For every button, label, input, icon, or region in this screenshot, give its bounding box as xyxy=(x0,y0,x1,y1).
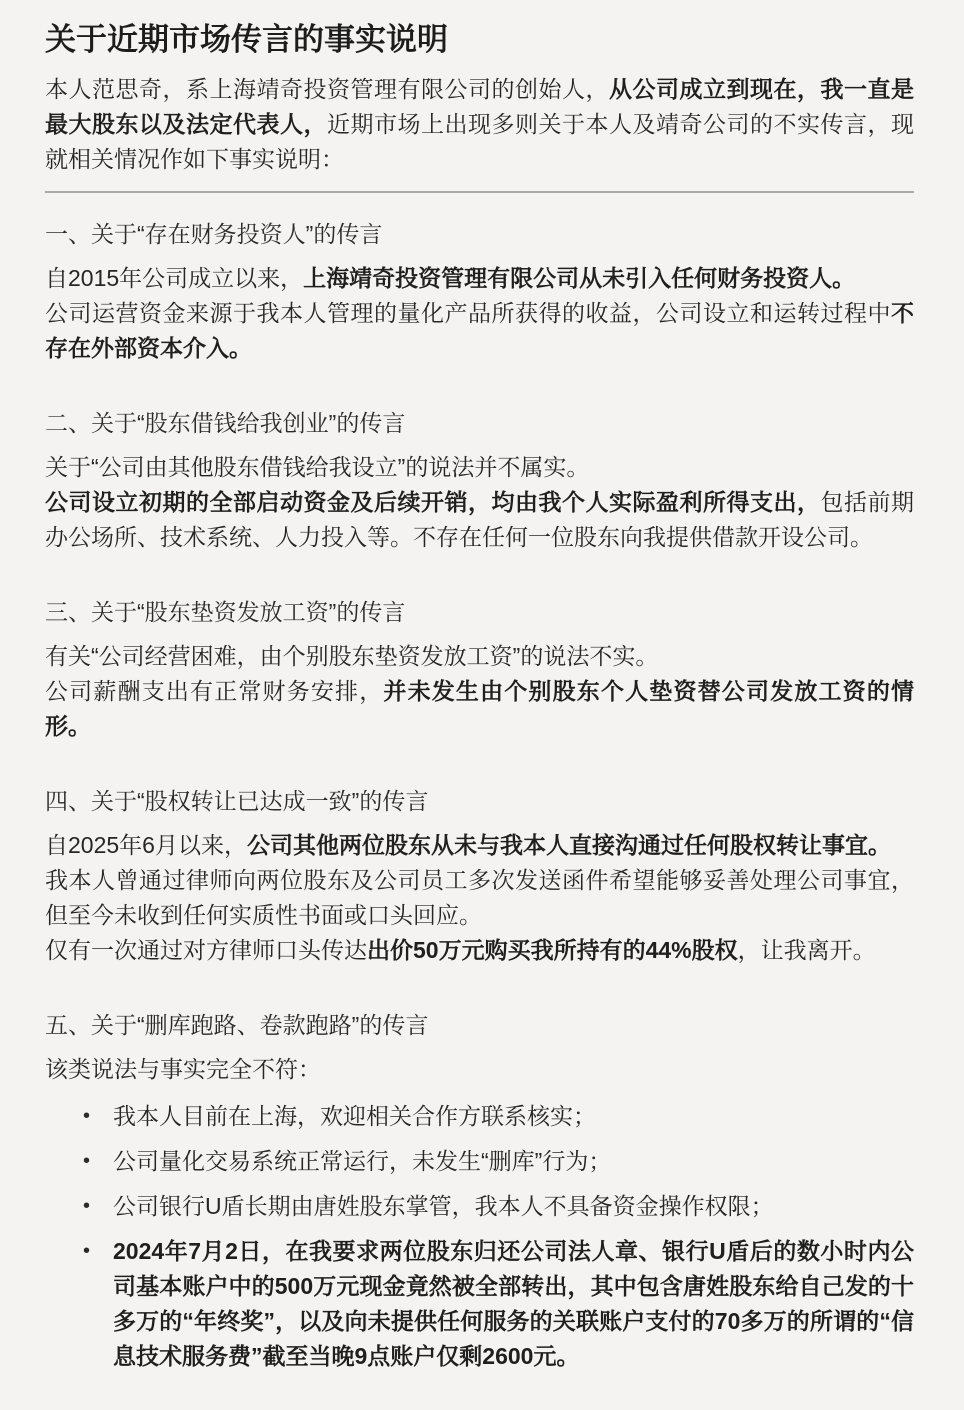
bullet-text: 我本人目前在上海，欢迎相关合作方联系核实； xyxy=(113,1103,596,1129)
bullet-icon: • xyxy=(83,1195,91,1217)
list-item xyxy=(45,1099,914,1134)
bullet-icon: • xyxy=(83,1105,91,1127)
text-segment: 公司运营资金来源于我本人管理的量化产品所获得的收益，公司设立和运转过程中 xyxy=(45,300,891,326)
text-segment-bold: 并未发生由个别股东个人垫资替公司发放工资的情形。 xyxy=(45,678,915,739)
section-equity-transfer-rumor xyxy=(45,786,914,968)
body-line xyxy=(45,485,914,555)
text-segment: ，让我离开。 xyxy=(737,937,876,963)
list-item xyxy=(45,1189,914,1224)
section-heading: 四、关于“股权转让已达成一致”的传言 xyxy=(45,788,429,814)
section-heading: 二、关于“股东借钱给我创业”的传言 xyxy=(45,410,406,436)
section-heading: 五、关于“删库跑路、卷款跑路”的传言 xyxy=(45,1012,429,1038)
text-segment: 关于“公司由其他股东借钱给我设立”的说法并不属实。 xyxy=(45,454,590,480)
text-segment: 我本人曾通过律师向两位股东及公司员工多次发送函件希望能够妥善处理公司事宜，但至今未收到任何实质性书面或口头回应。 xyxy=(45,867,914,928)
body-line xyxy=(45,296,914,366)
text-segment: 自2015年公司成立以来， xyxy=(45,265,304,291)
body-line xyxy=(45,450,914,485)
intro-paragraph xyxy=(45,72,914,177)
section-financial-investor-rumor xyxy=(45,219,914,366)
body-line xyxy=(45,828,914,863)
text-segment: 有关“公司经营困难，由个别股东垫资发放工资”的说法不实。 xyxy=(45,643,659,669)
text-segment-bold: 出价50万元购买我所持有的44%股权 xyxy=(367,937,738,963)
body-line xyxy=(45,863,914,933)
section-salary-advance-rumor xyxy=(45,597,914,744)
body-line xyxy=(45,261,914,296)
section-heading: 一、关于“存在财务投资人”的传言 xyxy=(45,221,383,247)
section-shareholder-loan-rumor xyxy=(45,408,914,555)
body-line xyxy=(45,933,914,968)
section-run-away-rumor xyxy=(45,1010,914,1374)
text-segment: 该类说法与事实完全不符： xyxy=(45,1056,321,1082)
list-item xyxy=(45,1144,914,1179)
text-segment-bold: 不存在外部资本介入。 xyxy=(45,300,914,361)
bullet-text: 公司量化交易系统正常运行，未发生“删库”行为； xyxy=(113,1148,612,1174)
intro-segment: 近期市场上出现多则关于本人及靖奇公司的不实传言，现就相关情况作如下事实说明： xyxy=(45,111,914,172)
body-line xyxy=(45,639,914,674)
section-heading: 三、关于“股东垫资发放工资”的传言 xyxy=(45,599,406,625)
text-segment: 包括前期办公场所、技术系统、人力投入等。不存在任何一位股东向我提供借款开设公司。 xyxy=(45,489,914,550)
text-segment-bold: 公司设立初期的全部启动资金及后续开销，均由我个人实际盈利所得支出， xyxy=(45,489,821,515)
bullet-icon: • xyxy=(83,1150,91,1172)
intro-segment: 本人范思奇，系上海靖奇投资管理有限公司的创始人， xyxy=(45,76,609,102)
divider xyxy=(45,191,914,193)
page-title: 关于近期市场传言的事实说明 xyxy=(45,22,448,57)
text-segment: 仅有一次通过对方律师口头传达 xyxy=(45,937,367,963)
text-segment-bold: 上海靖奇投资管理有限公司从未引入任何财务投资人。 xyxy=(303,265,856,291)
list-item xyxy=(45,1234,914,1374)
intro-segment-bold: 从公司成立到现在，我一直是最大股东以及法定代表人， xyxy=(45,76,914,137)
bullet-text: 公司银行U盾长期由唐姓股东掌管，我本人不具备资金操作权限； xyxy=(113,1193,774,1219)
text-segment-bold: 公司其他两位股东从未与我本人直接沟通过任何股权转让事宜。 xyxy=(246,832,891,858)
body-line xyxy=(45,674,914,744)
bullet-text-bold: 2024年7月2日，在我要求两位股东归还公司法人章、银行U盾后的数小时内公司基本账户中的500万元现金竟然被全部转出，其中包含唐姓股东给自己发的十多万的“年终奖”，以及向未提供任何服务的关联账户支付的70多万的所谓的“信息技术服务费”截至当晚9点账户仅剩2600元。 xyxy=(113,1238,914,1369)
bullet-icon: • xyxy=(83,1240,91,1262)
text-segment: 自2025年6月以来， xyxy=(45,832,247,858)
fact-list xyxy=(45,1099,914,1374)
body-line xyxy=(45,1052,914,1087)
text-segment: 公司薪酬支出有正常财务安排， xyxy=(45,678,384,704)
